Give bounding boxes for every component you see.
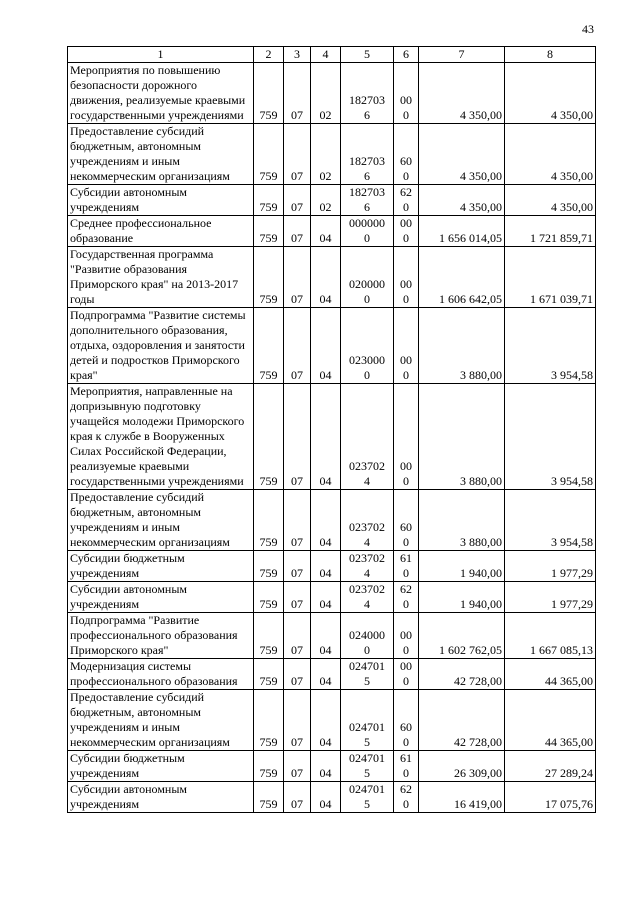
expense-type-cell-line2: 0: [403, 597, 409, 611]
header-cell: 8: [505, 47, 596, 63]
subsection-code-cell: 04: [311, 582, 341, 613]
amount-col8-cell: 4 350,00: [505, 185, 596, 216]
expense-type-cell: [394, 247, 419, 308]
target-code-cell-line1: 182703: [349, 93, 385, 107]
subsection-code-cell: 04: [311, 613, 341, 659]
subsection-code-cell: 04: [311, 216, 341, 247]
target-code-cell: [341, 63, 394, 124]
expense-type-cell-line1: 61: [400, 551, 412, 565]
ministry-code-cell: 759: [254, 185, 284, 216]
subsection-code-cell: 02: [311, 124, 341, 185]
target-code-cell-line2: 0: [364, 368, 370, 382]
expense-type-cell-line2: 0: [403, 643, 409, 657]
amount-col8-cell: 27 289,24: [505, 751, 596, 782]
expense-type-cell: [394, 659, 419, 690]
expense-type-cell-line1: 00: [400, 216, 412, 230]
ministry-code-cell: 759: [254, 216, 284, 247]
expense-type-cell-line2: 0: [403, 200, 409, 214]
table-row: [68, 782, 596, 813]
item-name-cell: Модернизация системы профессионального образования: [68, 659, 254, 690]
target-code-cell-line2: 5: [364, 797, 370, 811]
section-code-cell: 07: [284, 490, 311, 551]
expense-type-cell: [394, 216, 419, 247]
ministry-code-cell: 759: [254, 490, 284, 551]
section-code-cell: 07: [284, 384, 311, 490]
ministry-code-cell: 759: [254, 308, 284, 384]
target-code-cell: [341, 582, 394, 613]
expense-type-cell: [394, 582, 419, 613]
header-cell: 7: [419, 47, 505, 63]
expense-type-cell-line2: 0: [403, 797, 409, 811]
section-code-cell: 07: [284, 551, 311, 582]
target-code-cell-line1: 023702: [349, 459, 385, 473]
target-code-cell: [341, 384, 394, 490]
table-row: [68, 247, 596, 308]
amount-col7-cell: 42 728,00: [419, 659, 505, 690]
amount-col7-cell: 1 602 762,05: [419, 613, 505, 659]
expense-type-cell: [394, 490, 419, 551]
subsection-code-cell: 04: [311, 751, 341, 782]
item-name-cell: Субсидии автономным учреждениям: [68, 782, 254, 813]
subsection-code-cell: 04: [311, 308, 341, 384]
ministry-code-cell: 759: [254, 659, 284, 690]
target-code-cell: [341, 613, 394, 659]
expense-type-cell-line2: 0: [403, 766, 409, 780]
section-code-cell: 07: [284, 751, 311, 782]
section-code-cell: 07: [284, 613, 311, 659]
expense-type-cell: [394, 185, 419, 216]
expense-type-cell-line1: 60: [400, 520, 412, 534]
target-code-cell-line1: 024701: [349, 751, 385, 765]
amount-col8-cell: 3 954,58: [505, 490, 596, 551]
item-name-cell: Подпрограмма "Развитие системы дополнительного образования, отдыха, оздоровления и занятости детей и подростков Приморского края": [68, 308, 254, 384]
amount-col7-cell: 3 880,00: [419, 384, 505, 490]
target-code-cell-line2: 4: [364, 474, 370, 488]
target-code-cell-line1: 024000: [349, 628, 385, 642]
item-name-cell: Среднее профессиональное образование: [68, 216, 254, 247]
item-name-cell: Мероприятия по повышению безопасности дорожного движения, реализуемые краевыми государственными учреждениями: [68, 63, 254, 124]
section-code-cell: 07: [284, 63, 311, 124]
expense-type-cell: [394, 551, 419, 582]
table-row: [68, 124, 596, 185]
target-code-cell: [341, 490, 394, 551]
expense-type-cell-line2: 0: [403, 566, 409, 580]
table-row: [68, 63, 596, 124]
item-name-cell: Субсидии автономным учреждениям: [68, 582, 254, 613]
item-name-cell: Субсидии бюджетным учреждениям: [68, 751, 254, 782]
expense-type-cell-line2: 0: [403, 231, 409, 245]
subsection-code-cell: 04: [311, 551, 341, 582]
table-row: [68, 690, 596, 751]
table-row: [68, 551, 596, 582]
expense-type-cell-line2: 0: [403, 169, 409, 183]
ministry-code-cell: 759: [254, 690, 284, 751]
amount-col8-cell: 44 365,00: [505, 690, 596, 751]
section-code-cell: 07: [284, 782, 311, 813]
subsection-code-cell: 04: [311, 384, 341, 490]
expense-type-cell: [394, 613, 419, 659]
page-number: 43: [582, 22, 594, 36]
amount-col7-cell: 4 350,00: [419, 124, 505, 185]
ministry-code-cell: 759: [254, 582, 284, 613]
target-code-cell-line2: 6: [364, 169, 370, 183]
table-row: [68, 308, 596, 384]
target-code-cell-line1: 023000: [349, 353, 385, 367]
expense-type-cell-line1: 60: [400, 720, 412, 734]
target-code-cell-line2: 4: [364, 597, 370, 611]
item-name-cell: Предоставление субсидий бюджетным, автономным учреждениям и иным некоммерческим организациям: [68, 124, 254, 185]
expense-type-cell-line1: 60: [400, 154, 412, 168]
amount-col8-cell: 1 671 039,71: [505, 247, 596, 308]
section-code-cell: 07: [284, 247, 311, 308]
header-cell: 6: [394, 47, 419, 63]
expense-type-cell: [394, 690, 419, 751]
expense-type-cell-line1: 62: [400, 185, 412, 199]
amount-col7-cell: 16 419,00: [419, 782, 505, 813]
target-code-cell-line1: 182703: [349, 154, 385, 168]
target-code-cell: [341, 247, 394, 308]
amount-col8-cell: 44 365,00: [505, 659, 596, 690]
amount-col7-cell: 1 940,00: [419, 582, 505, 613]
amount-col8-cell: 4 350,00: [505, 63, 596, 124]
target-code-cell-line2: 6: [364, 108, 370, 122]
item-name-cell: Субсидии бюджетным учреждениям: [68, 551, 254, 582]
ministry-code-cell: 759: [254, 63, 284, 124]
subsection-code-cell: 04: [311, 782, 341, 813]
ministry-code-cell: 759: [254, 551, 284, 582]
expense-type-cell-line2: 0: [403, 674, 409, 688]
table-row: [68, 490, 596, 551]
target-code-cell: [341, 185, 394, 216]
ministry-code-cell: 759: [254, 124, 284, 185]
expense-type-cell-line1: 62: [400, 782, 412, 796]
table-row: [68, 582, 596, 613]
expense-type-cell: [394, 384, 419, 490]
item-name-cell: Предоставление субсидий бюджетным, автономным учреждениям и иным некоммерческим организациям: [68, 690, 254, 751]
amount-col7-cell: 1 940,00: [419, 551, 505, 582]
amount-col8-cell: 1 977,29: [505, 551, 596, 582]
expense-type-cell-line1: 00: [400, 628, 412, 642]
subsection-code-cell: 04: [311, 690, 341, 751]
target-code-cell-line2: 6: [364, 200, 370, 214]
table-row: [68, 659, 596, 690]
expense-type-cell-line2: 0: [403, 474, 409, 488]
subsection-code-cell: 04: [311, 659, 341, 690]
target-code-cell-line2: 5: [364, 735, 370, 749]
expense-type-cell-line1: 61: [400, 751, 412, 765]
section-code-cell: 07: [284, 216, 311, 247]
ministry-code-cell: 759: [254, 384, 284, 490]
section-code-cell: 07: [284, 690, 311, 751]
section-code-cell: 07: [284, 582, 311, 613]
amount-col8-cell: 4 350,00: [505, 124, 596, 185]
amount-col8-cell: 1 667 085,13: [505, 613, 596, 659]
table-row: [68, 216, 596, 247]
amount-col7-cell: 1 606 642,05: [419, 247, 505, 308]
target-code-cell: [341, 659, 394, 690]
amount-col8-cell: 17 075,76: [505, 782, 596, 813]
amount-col8-cell: 3 954,58: [505, 308, 596, 384]
expense-type-cell-line2: 0: [403, 368, 409, 382]
amount-col7-cell: 3 880,00: [419, 308, 505, 384]
header-cell: 3: [284, 47, 311, 63]
expense-type-cell-line2: 0: [403, 535, 409, 549]
target-code-cell: [341, 308, 394, 384]
expense-type-cell: [394, 124, 419, 185]
target-code-cell-line1: 023702: [349, 582, 385, 596]
item-name-cell: Государственная программа "Развитие образования Приморского края" на 2013-2017 годы: [68, 247, 254, 308]
expense-type-cell-line1: 00: [400, 93, 412, 107]
section-code-cell: 07: [284, 185, 311, 216]
header-cell: 2: [254, 47, 284, 63]
amount-col7-cell: 3 880,00: [419, 490, 505, 551]
subsection-code-cell: 02: [311, 185, 341, 216]
header-cell: 4: [311, 47, 341, 63]
target-code-cell-line2: 5: [364, 766, 370, 780]
subsection-code-cell: 04: [311, 490, 341, 551]
subsection-code-cell: 04: [311, 247, 341, 308]
header-cell: 1: [68, 47, 254, 63]
target-code-cell-line2: 4: [364, 566, 370, 580]
expense-type-cell-line1: 00: [400, 353, 412, 367]
table-row: [68, 185, 596, 216]
expense-type-cell-line1: 00: [400, 459, 412, 473]
target-code-cell-line2: 0: [364, 643, 370, 657]
amount-col7-cell: 4 350,00: [419, 185, 505, 216]
item-name-cell: Подпрограмма "Развитие профессионального образования Приморского края": [68, 613, 254, 659]
ministry-code-cell: 759: [254, 613, 284, 659]
ministry-code-cell: 759: [254, 247, 284, 308]
amount-col7-cell: 26 309,00: [419, 751, 505, 782]
target-code-cell-line2: 4: [364, 535, 370, 549]
target-code-cell: [341, 124, 394, 185]
expense-type-cell-line2: 0: [403, 735, 409, 749]
amount-col7-cell: 4 350,00: [419, 63, 505, 124]
target-code-cell: [341, 782, 394, 813]
header-row: [68, 47, 596, 63]
target-code-cell-line1: 023702: [349, 551, 385, 565]
subsection-code-cell: 02: [311, 63, 341, 124]
ministry-code-cell: 759: [254, 751, 284, 782]
target-code-cell-line2: 5: [364, 674, 370, 688]
expense-type-cell: [394, 308, 419, 384]
target-code-cell-line1: 024701: [349, 720, 385, 734]
amount-col8-cell: 1 721 859,71: [505, 216, 596, 247]
section-code-cell: 07: [284, 659, 311, 690]
amount-col8-cell: 3 954,58: [505, 384, 596, 490]
item-name-cell: Предоставление субсидий бюджетным, автономным учреждениям и иным некоммерческим организациям: [68, 490, 254, 551]
section-code-cell: 07: [284, 308, 311, 384]
target-code-cell-line1: 182703: [349, 185, 385, 199]
section-code-cell: 07: [284, 124, 311, 185]
table-row: [68, 384, 596, 490]
expense-type-cell-line2: 0: [403, 108, 409, 122]
target-code-cell: [341, 751, 394, 782]
target-code-cell: [341, 216, 394, 247]
target-code-cell: [341, 690, 394, 751]
amount-col8-cell: 1 977,29: [505, 582, 596, 613]
expense-type-cell-line1: 62: [400, 582, 412, 596]
target-code-cell-line2: 0: [364, 292, 370, 306]
expense-type-cell: [394, 782, 419, 813]
target-code-cell-line1: 024701: [349, 782, 385, 796]
amount-col7-cell: 1 656 014,05: [419, 216, 505, 247]
target-code-cell-line1: 024701: [349, 659, 385, 673]
amount-col7-cell: 42 728,00: [419, 690, 505, 751]
header-cell: 5: [341, 47, 394, 63]
target-code-cell-line1: 023702: [349, 520, 385, 534]
target-code-cell-line2: 0: [364, 231, 370, 245]
item-name-cell: Мероприятия, направленные на допризывную подготовку учащейся молодежи Приморского края к службе в Вооруженных Силах Российской Федерации, реализуемые краевыми государственными учреждениями: [68, 384, 254, 490]
ministry-code-cell: 759: [254, 782, 284, 813]
table-row: [68, 613, 596, 659]
target-code-cell-line1: 020000: [349, 277, 385, 291]
target-code-cell-line1: 000000: [349, 216, 385, 230]
expense-type-cell-line1: 00: [400, 277, 412, 291]
table-row: [68, 751, 596, 782]
expense-type-cell: [394, 63, 419, 124]
target-code-cell: [341, 551, 394, 582]
expense-type-cell: [394, 751, 419, 782]
expense-type-cell-line2: 0: [403, 292, 409, 306]
budget-table: [67, 46, 596, 813]
item-name-cell: Субсидии автономным учреждениям: [68, 185, 254, 216]
expense-type-cell-line1: 00: [400, 659, 412, 673]
